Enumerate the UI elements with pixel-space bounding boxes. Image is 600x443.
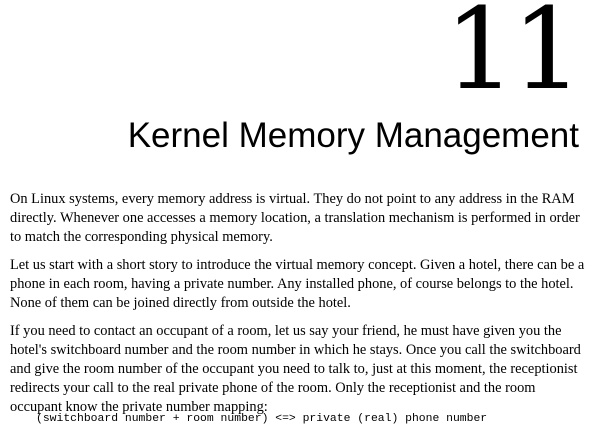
paragraph-hotel-story: Let us start with a short story to introduce the virtual memory concept. Given a hotel, there can be a phone in each room, having a private number. Any installed phone, of course belongs to the hotel. None of them can be joined directly from outside the hotel.	[10, 257, 585, 311]
chapter-title: Kernel Memory Management	[127, 116, 579, 155]
paragraph-switchboard: If you need to contact an occupant of a room, let us say your friend, he must have given you the hotel's switchboard number and the room number in which he stays. Once you call the switchboard and give the room number of the occupant you need to talk to, just at this moment, the receptionist redirects your call to the real private phone of the room. Only the receptionist and the room occupant know the private number mapping:	[10, 323, 581, 415]
code-mapping-line: (switchboard number + room number) <=> private (real) phone number	[36, 413, 488, 425]
body-text	[10, 190, 585, 426]
paragraph-virtual-address: On Linux systems, every memory address is virtual. They do not point to any address in the RAM directly. Whenever one accesses a memory location, a translation mechanism is performed in order to match the corresponding physical memory.	[10, 191, 580, 245]
chapter-number: 11	[444, 0, 579, 115]
